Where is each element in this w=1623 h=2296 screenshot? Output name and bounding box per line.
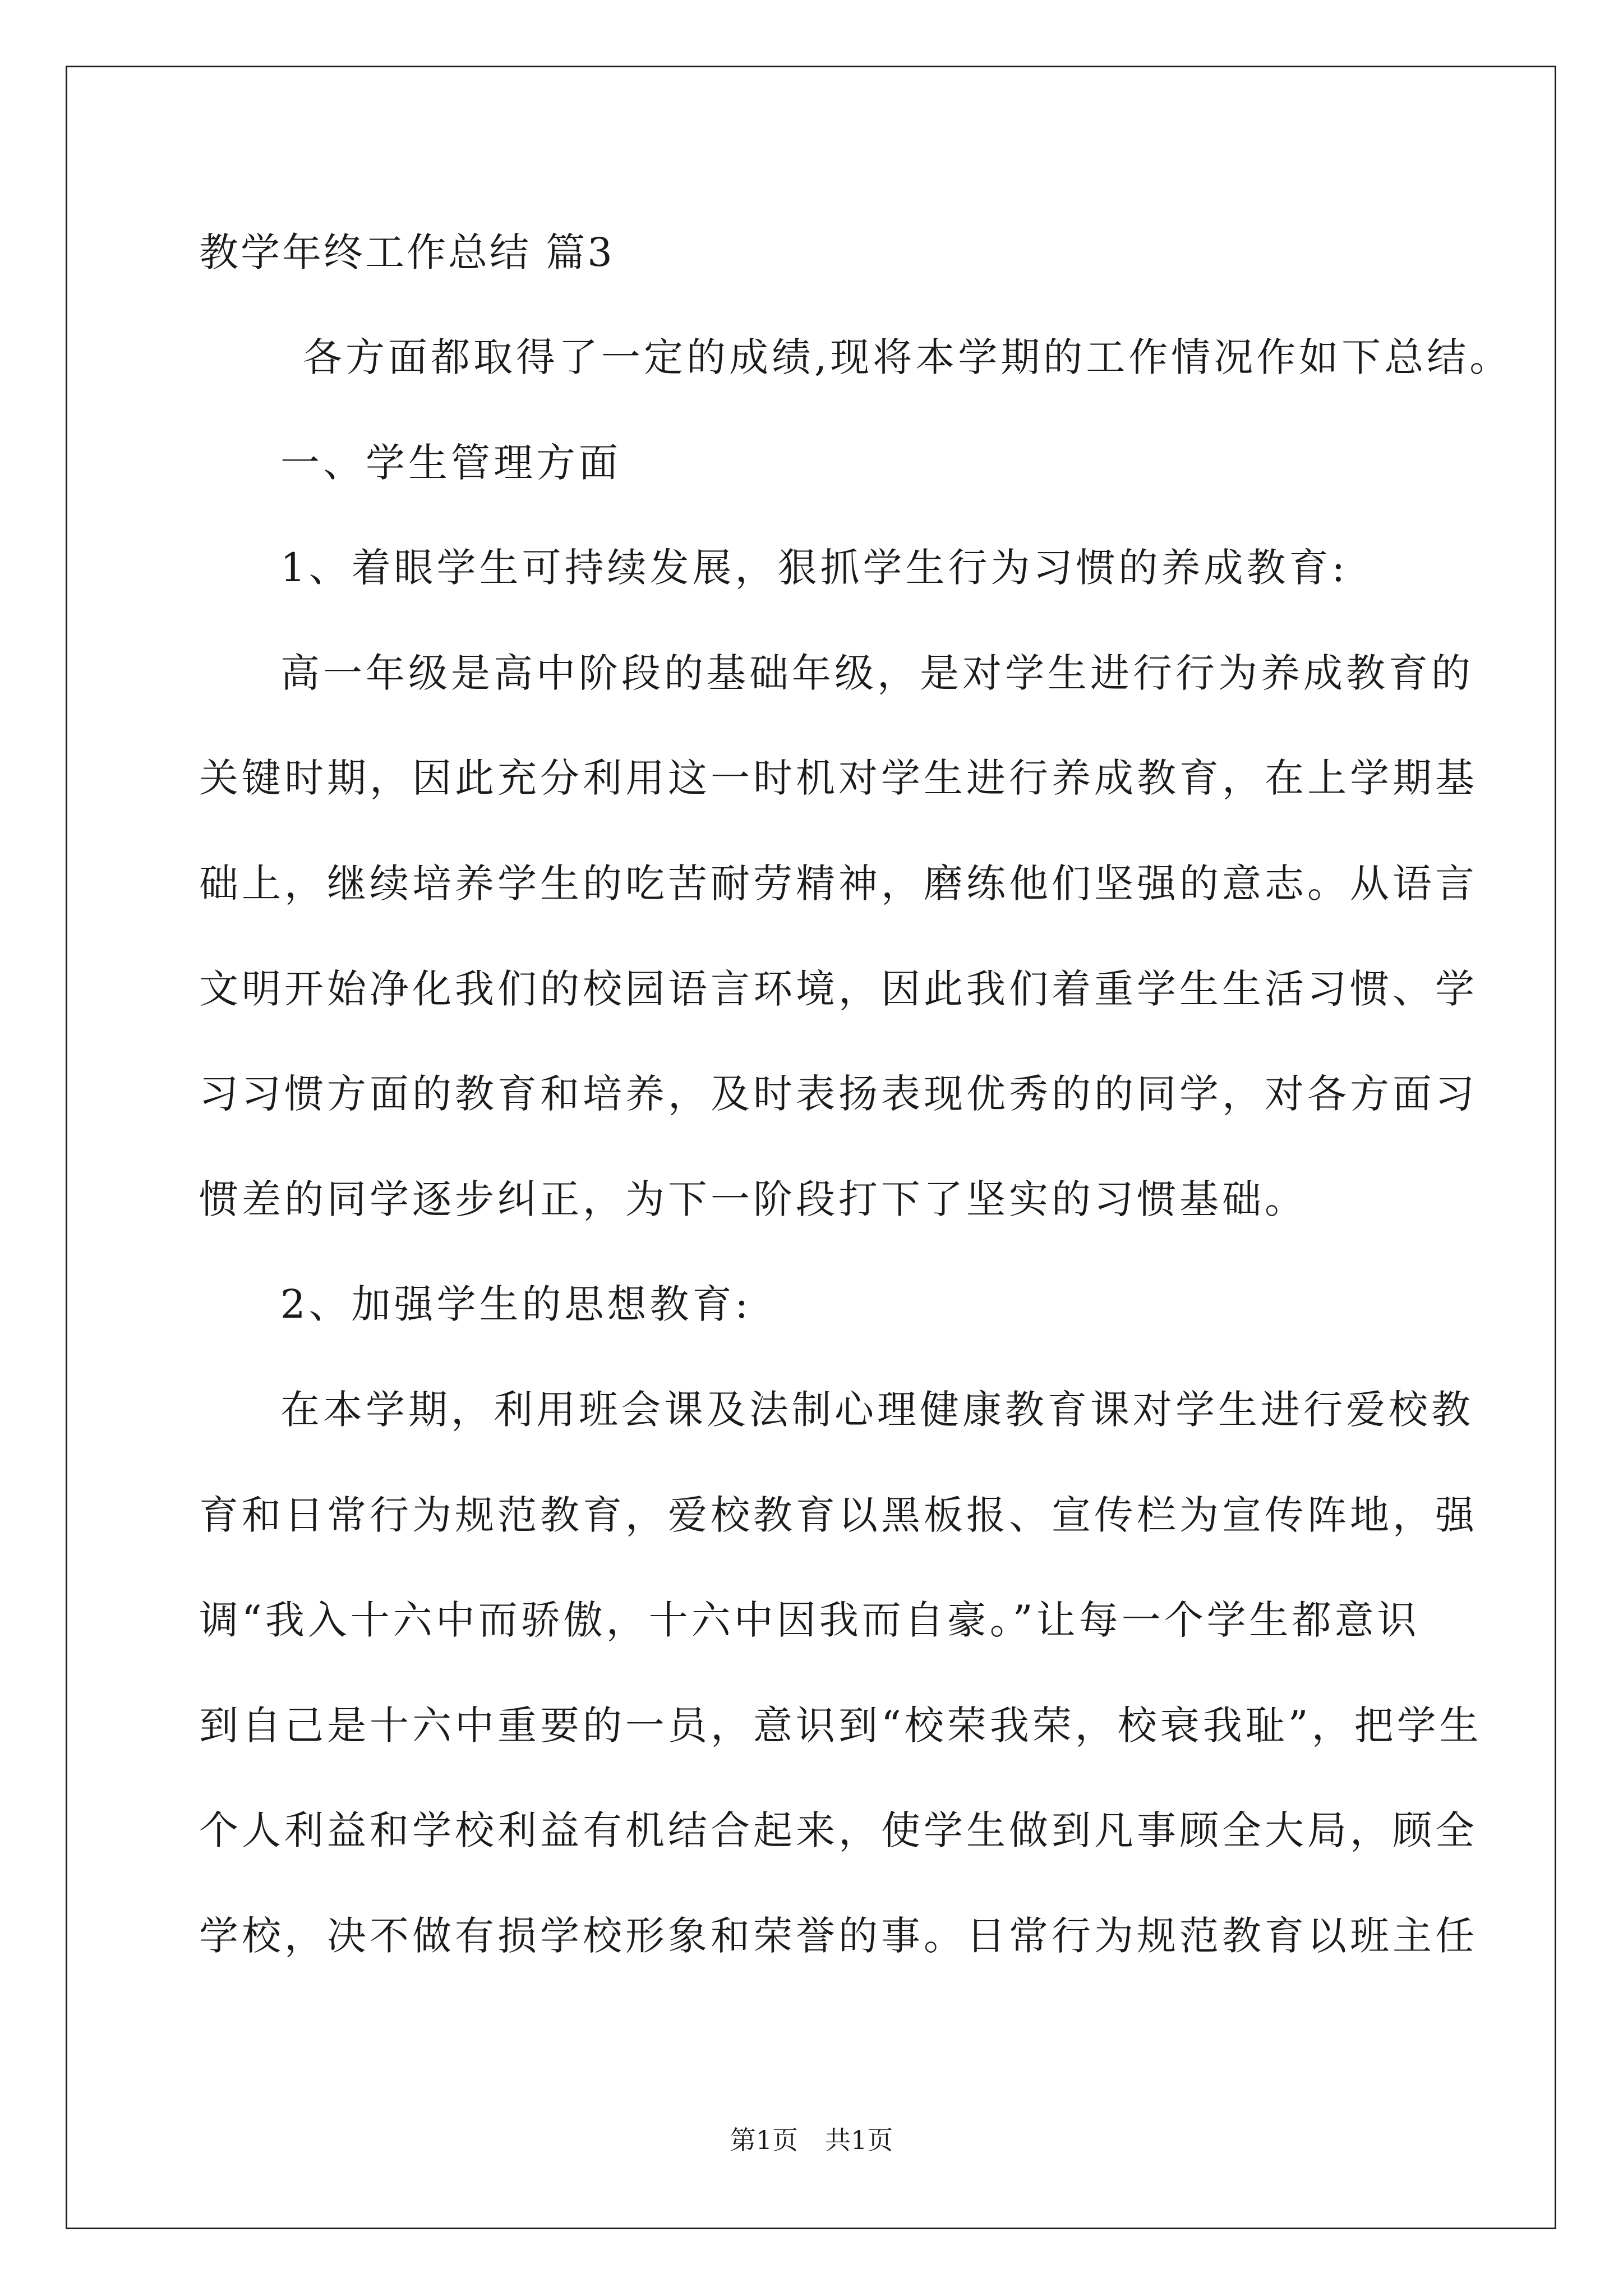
subsection-heading: 1、着眼学生可持续发展，狠抓学生行为习惯的养成教育: xyxy=(280,545,1349,591)
document-title: 教学年终工作总结 篇3 xyxy=(199,229,615,275)
subsection-heading: 2、加强学生的思想教育: xyxy=(280,1281,752,1327)
paragraph-line: 文明开始净化我们的校园语言环境，因此我们着重学生生活习惯、学 xyxy=(199,966,1478,1012)
paragraph-line: 础上，继续培养学生的吃苦耐劳精神，磨练他们坚强的意志。从语言 xyxy=(199,861,1478,907)
paragraph-line: 惯差的同学逐步纠正，为下一阶段打下了坚实的习惯基础。 xyxy=(199,1176,1307,1222)
page-border xyxy=(66,66,1556,2229)
section-heading: 一、学生管理方面 xyxy=(280,440,621,486)
paragraph-line: 学校，决不做有损学校形象和荣誉的事。日常行为规范教育以班主任 xyxy=(199,1913,1478,1959)
paragraph-line: 个人利益和学校利益有机结合起来，使学生做到凡事顾全大局，顾全 xyxy=(199,1807,1478,1853)
paragraph-line: 在本学期，利用班会课及法制心理健康教育课对学生进行爱校教 xyxy=(280,1387,1474,1433)
paragraph-line: 各方面都取得了一定的成绩,现将本学期的工作情况作如下总结。 xyxy=(303,334,1513,380)
total-pages: 共1页 xyxy=(825,2125,893,2155)
paragraph-line: 高一年级是高中阶段的基础年级，是对学生进行行为养成教育的 xyxy=(280,650,1474,696)
paragraph-line: 习习惯方面的教育和培养，及时表扬表现优秀的的同学，对各方面习 xyxy=(199,1071,1478,1117)
page-footer xyxy=(0,2127,1623,2153)
paragraph-line: 育和日常行为规范教育，爱校教育以黑板报、宣传栏为宣传阵地，强 xyxy=(199,1492,1478,1538)
paragraph-line: 到自己是十六中重要的一员，意识到“校荣我荣，校衰我耻”，把学生 xyxy=(199,1703,1482,1749)
paragraph-line: 调“我入十六中而骄傲，十六中因我而自豪。”让每一个学生都意识 xyxy=(199,1597,1420,1643)
paragraph-line: 关键时期，因此充分利用这一时机对学生进行养成教育，在上学期基 xyxy=(199,755,1478,801)
page-number: 第1页 xyxy=(730,2125,798,2155)
